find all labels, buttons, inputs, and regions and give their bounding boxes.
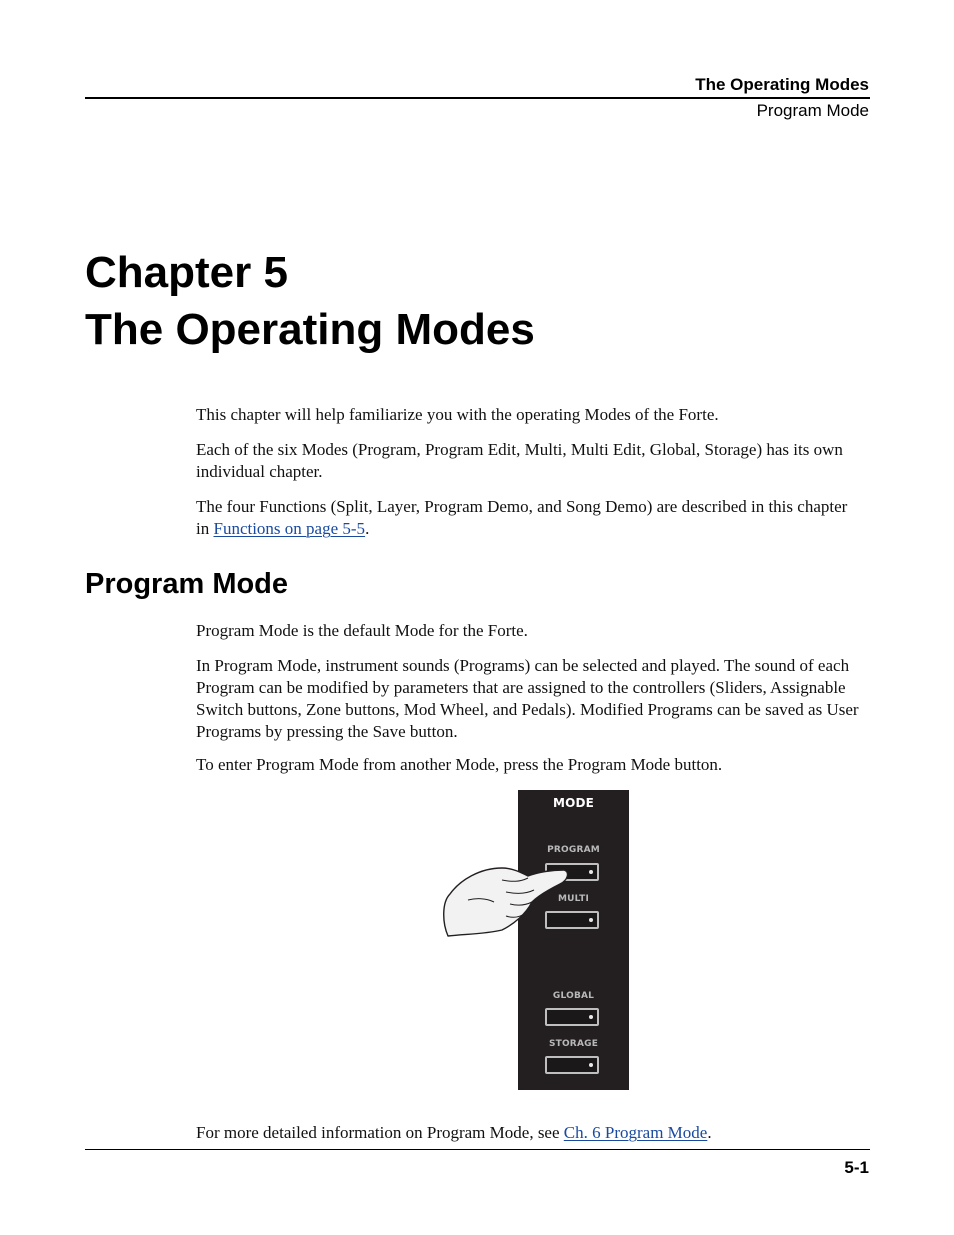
- global-mode-button: [545, 1008, 599, 1026]
- section-paragraph-1: Program Mode is the default Mode for the Forte.: [196, 621, 528, 640]
- multi-led: [589, 918, 593, 922]
- storage-mode-button: [545, 1056, 599, 1074]
- intro-paragraph-3-end: .: [365, 519, 370, 538]
- section-title: Program Mode: [85, 568, 289, 600]
- page-number: 5-1: [844, 1158, 869, 1177]
- program-mode-chapter-link[interactable]: Ch. 6 Program Mode: [563, 1123, 708, 1142]
- multi-button-label: MULTI: [558, 894, 589, 904]
- program-button-label: PROGRAM: [547, 845, 600, 855]
- footer-rule: [85, 1149, 870, 1150]
- chapter-name: The Operating Modes: [85, 305, 535, 354]
- program-led: [589, 870, 593, 874]
- global-button-label: GLOBAL: [552, 991, 595, 1001]
- running-header-subtitle: Program Mode: [756, 101, 869, 120]
- header-rule: [85, 97, 870, 99]
- pressing-hand-icon: [440, 858, 575, 940]
- chapter-title: [85, 244, 535, 358]
- section-paragraph-4: [196, 1122, 864, 1144]
- intro-paragraph-3: [196, 496, 864, 540]
- section-paragraph-2: In Program Mode, instrument sounds (Programs) can be selected and played. The sound of each Program can be modified by parameters that are assigned to the controllers (Sliders, Assignable Switch buttons, Zone buttons, Mod Wheel, and Pedals). Modified Programs can be saved as User Programs by pressing the Save button.: [196, 656, 859, 741]
- functions-page-link[interactable]: Functions on page 5-5: [213, 519, 366, 538]
- intro-paragraph-1: This chapter will help familiarize you with the operating Modes of the Forte.: [196, 405, 719, 424]
- intro-paragraph-2: Each of the six Modes (Program, Program Edit, Multi, Multi Edit, Global, Storage) has its own individual chapter.: [196, 440, 843, 481]
- mode-panel-title: MODE: [552, 796, 595, 810]
- intro-paragraph-3-text: The four Functions (Split, Layer, Program Demo, and Song Demo) are described in this chapter in: [196, 497, 848, 538]
- storage-led: [589, 1063, 593, 1067]
- section-paragraph-4-text: For more detailed information on Program Mode, see: [196, 1123, 564, 1142]
- running-header-title: The Operating Modes: [695, 75, 869, 94]
- chapter-number: Chapter 5: [85, 248, 288, 297]
- section-paragraph-4-end: .: [707, 1123, 712, 1142]
- storage-button-label: STORAGE: [548, 1039, 599, 1049]
- section-paragraph-3: To enter Program Mode from another Mode, press the Program Mode button.: [196, 755, 723, 774]
- mode-panel-illustration: [518, 790, 629, 1090]
- global-led: [589, 1015, 593, 1019]
